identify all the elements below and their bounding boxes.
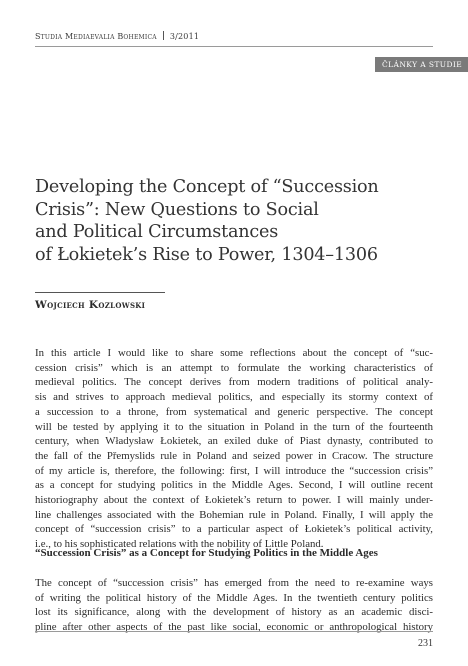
abstract-line: sis and strives to approach medieval politics, and especially its stormy context of bbox=[35, 391, 433, 404]
abstract-line: century, when Władysław Łokietek, an exiled duke of Piast dynasty, contributed to bbox=[35, 435, 433, 448]
body-text bbox=[35, 576, 433, 635]
body-line: pline after other aspects of the past like social, economic or anthropological history bbox=[35, 621, 433, 634]
abstract-line: cession crisis” which is an attempt to formulate the working characteristics of bbox=[35, 361, 433, 374]
body-line: of writing the political history of the Middle Ages. In the twentieth century politics bbox=[35, 591, 433, 604]
footer-rule bbox=[35, 631, 433, 632]
abstract-line: as a concept for studying politics in the Middle Ages. Second, I will outline recent bbox=[35, 479, 433, 492]
abstract-line: historiography about the context of Łokietek’s return to power. I will mainly under- bbox=[35, 494, 433, 507]
abstract-line: In this article I would like to share some reflections about the concept of “suc- bbox=[35, 347, 433, 359]
author-name: Wojciech Kozlowski bbox=[35, 299, 146, 311]
section-tab: ČLÁNKY A STUDIE bbox=[375, 57, 468, 72]
title-rule bbox=[35, 292, 165, 293]
issue-number: 3/2011 bbox=[169, 32, 200, 41]
abstract-line: of my article is, therefore, the following: first, I will introduce the “succession crisis” bbox=[35, 464, 433, 477]
page-number: 231 bbox=[418, 638, 433, 649]
body-line: The concept of “succession crisis” has emerged from the need to re-examine ways bbox=[35, 577, 433, 589]
header-separator bbox=[163, 31, 164, 40]
abstract-line: will be tested by applying it to the situation in Poland in the turn of the fourteenth bbox=[35, 420, 433, 433]
article-title bbox=[35, 176, 435, 266]
header-rule bbox=[35, 46, 433, 47]
abstract-line: a succession to a throne, from systematical and generic perspective. The concept bbox=[35, 405, 433, 418]
abstract-line: medieval politics. The concept derives from modern traditions of political analy- bbox=[35, 376, 433, 389]
journal-name: Studia Mediaevalia Bohemica bbox=[35, 32, 157, 41]
body-line: lost its significance, along with the development of history as an academic disci- bbox=[35, 606, 433, 619]
title-line: and Political Circumstances bbox=[35, 222, 279, 243]
abstract-line: line challenges associated with the Bohemian rule in Poland. Finally, I will apply the bbox=[35, 508, 433, 521]
running-header bbox=[35, 31, 435, 43]
title-line: Crisis”: New Questions to Social bbox=[35, 199, 319, 220]
title-line: Developing the Concept of “Succession bbox=[35, 177, 379, 197]
abstract bbox=[35, 346, 433, 552]
abstract-line: the fall of the Přemyslids rule in Poland and seized power in Cracow. The structure bbox=[35, 449, 433, 462]
abstract-line: concept of “succession crisis” to a particular aspect of Łokietek’s political activity, bbox=[35, 523, 433, 536]
section-heading: “Succession Crisis” as a Concept for Studying Politics in the Middle Ages bbox=[35, 547, 378, 559]
abstract-line: i.e., to his sophisticated relations with the nobility of Little Poland. bbox=[35, 538, 324, 551]
title-line: of Łokietek’s Rise to Power, 1304–1306 bbox=[35, 244, 378, 265]
